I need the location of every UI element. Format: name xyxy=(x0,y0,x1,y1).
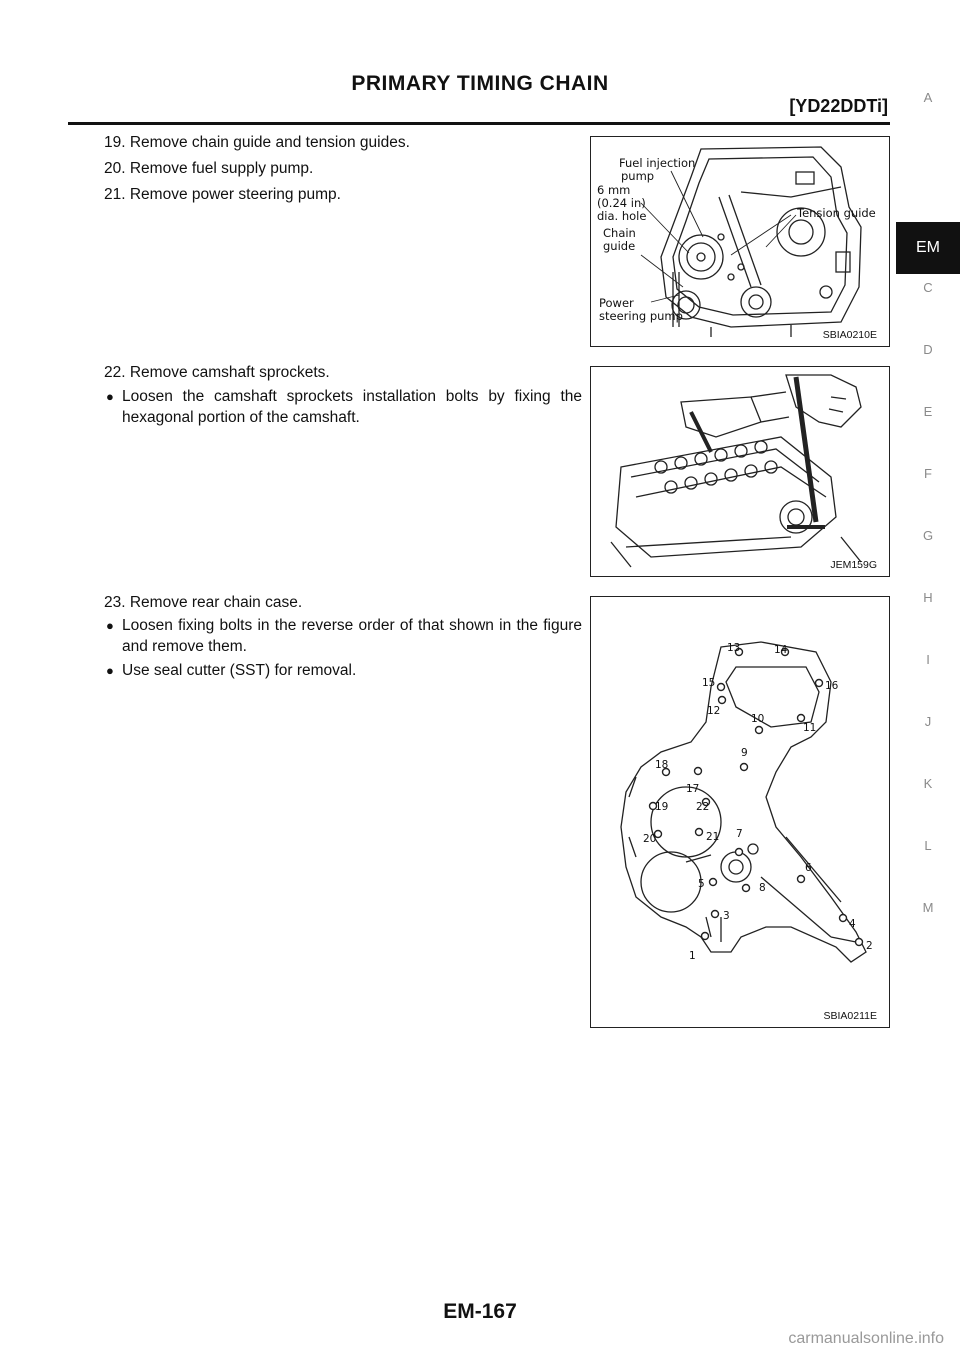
label-hole-size: 6 mm xyxy=(597,183,631,197)
label-power-steering: Power xyxy=(599,296,634,310)
label-power-steering-2: steering pump xyxy=(599,309,683,323)
label-hole-size-in: (0.24 in) xyxy=(597,196,646,210)
bolt-18-label: 18 xyxy=(655,759,669,771)
bolt-17-label: 17 xyxy=(686,783,700,795)
bolt-22-label: 22 xyxy=(696,801,710,813)
index-tab-e[interactable]: E xyxy=(923,404,933,419)
bullet-dot: ● xyxy=(106,618,114,633)
index-tab-i[interactable]: I xyxy=(926,652,930,667)
step-19: 19. Remove chain guide and tension guides. xyxy=(104,134,410,151)
step-23: 23. Remove rear chain case. xyxy=(104,594,303,611)
index-tab-d[interactable]: D xyxy=(923,342,933,357)
index-tab-f[interactable]: F xyxy=(924,466,932,481)
bolt-20-label: 20 xyxy=(643,833,657,845)
watermark-link[interactable]: carmanualsonline.info xyxy=(788,1330,944,1347)
label-chain-guide: Chain xyxy=(603,226,636,240)
index-tab-m[interactable]: M xyxy=(922,900,934,915)
step-22: 22. Remove camshaft sprockets. xyxy=(104,364,330,381)
bolt-16-label: 16 xyxy=(825,680,839,692)
camshaft-illustration xyxy=(591,367,888,575)
bolt-11-label: 11 xyxy=(803,722,817,734)
bolt-3-label: 3 xyxy=(723,910,730,922)
figure-camshaft-sprockets xyxy=(590,366,890,577)
bolt-14-label: 14 xyxy=(774,644,788,656)
bolt-2-label: 2 xyxy=(866,940,873,952)
bolt-21-label: 21 xyxy=(706,831,720,843)
bolt-9-label: 9 xyxy=(741,747,748,759)
bolt-12-label: 12 xyxy=(707,705,721,717)
figure-id: SBIA0210E xyxy=(822,329,877,341)
bolt-1-label: 1 xyxy=(689,950,696,962)
figure-id: JEM159G xyxy=(830,559,877,571)
header-divider xyxy=(68,122,890,125)
page-title: PRIMARY TIMING CHAIN xyxy=(351,72,609,95)
page-number: EM-167 xyxy=(443,1300,517,1323)
engine-code: [YD22DDTi] xyxy=(789,96,888,116)
step-22-bullet-text: Loosen the camshaft sprockets installation bolts by fixing the hexagonal portion of the camshaft. xyxy=(122,388,582,426)
bolt-4-label: 4 xyxy=(849,918,856,930)
figure-rear-chain-case xyxy=(590,596,890,1028)
step-23-bullet-1 xyxy=(106,615,582,657)
bolt-8-label: 8 xyxy=(759,882,766,894)
figure-id: SBIA0211E xyxy=(823,1010,877,1022)
bullet-dot: ● xyxy=(106,389,114,404)
index-tab-em-active[interactable]: EM xyxy=(896,222,960,274)
label-chain-guide-2: guide xyxy=(603,239,636,253)
bolt-19-label: 19 xyxy=(655,801,669,813)
engine-front-illustration xyxy=(591,137,888,345)
step-23-bullet-2-text: Use seal cutter (SST) for removal. xyxy=(122,662,357,679)
bolt-13-label: 13 xyxy=(727,642,741,654)
step-22-bullet xyxy=(106,386,582,428)
bolt-5-label: 5 xyxy=(698,878,705,890)
bolt-7-label: 7 xyxy=(736,828,743,840)
step-20: 20. Remove fuel supply pump. xyxy=(104,160,314,177)
index-tab-l[interactable]: L xyxy=(924,838,932,853)
index-tab-j[interactable]: J xyxy=(924,714,932,729)
step-23-bullet-2 xyxy=(106,660,582,681)
bullet-dot: ● xyxy=(106,663,114,678)
label-tension-guide: Tension guide xyxy=(797,206,876,220)
index-tab-g[interactable]: G xyxy=(922,528,934,543)
index-tab-a[interactable]: A xyxy=(923,90,933,105)
index-tab-k[interactable]: K xyxy=(923,776,933,791)
label-fuel-injection-pump-2: pump xyxy=(621,169,655,183)
label-fuel-injection-pump: Fuel injection xyxy=(619,156,696,170)
index-tab-h[interactable]: H xyxy=(923,590,933,605)
label-dia-hole: dia. hole xyxy=(597,209,647,223)
step-23-bullet-1-text: Loosen fixing bolts in the reverse order of that shown in the figure and remove them. xyxy=(122,617,582,655)
bolt-6-label: 6 xyxy=(805,862,812,874)
bolt-10-label: 10 xyxy=(751,713,765,725)
figure-timing-guides xyxy=(590,136,890,347)
rear-chain-case-illustration xyxy=(591,597,888,1026)
step-21: 21. Remove power steering pump. xyxy=(104,186,341,203)
bolt-15-label: 15 xyxy=(702,677,716,689)
index-tab-c[interactable]: C xyxy=(923,280,933,295)
